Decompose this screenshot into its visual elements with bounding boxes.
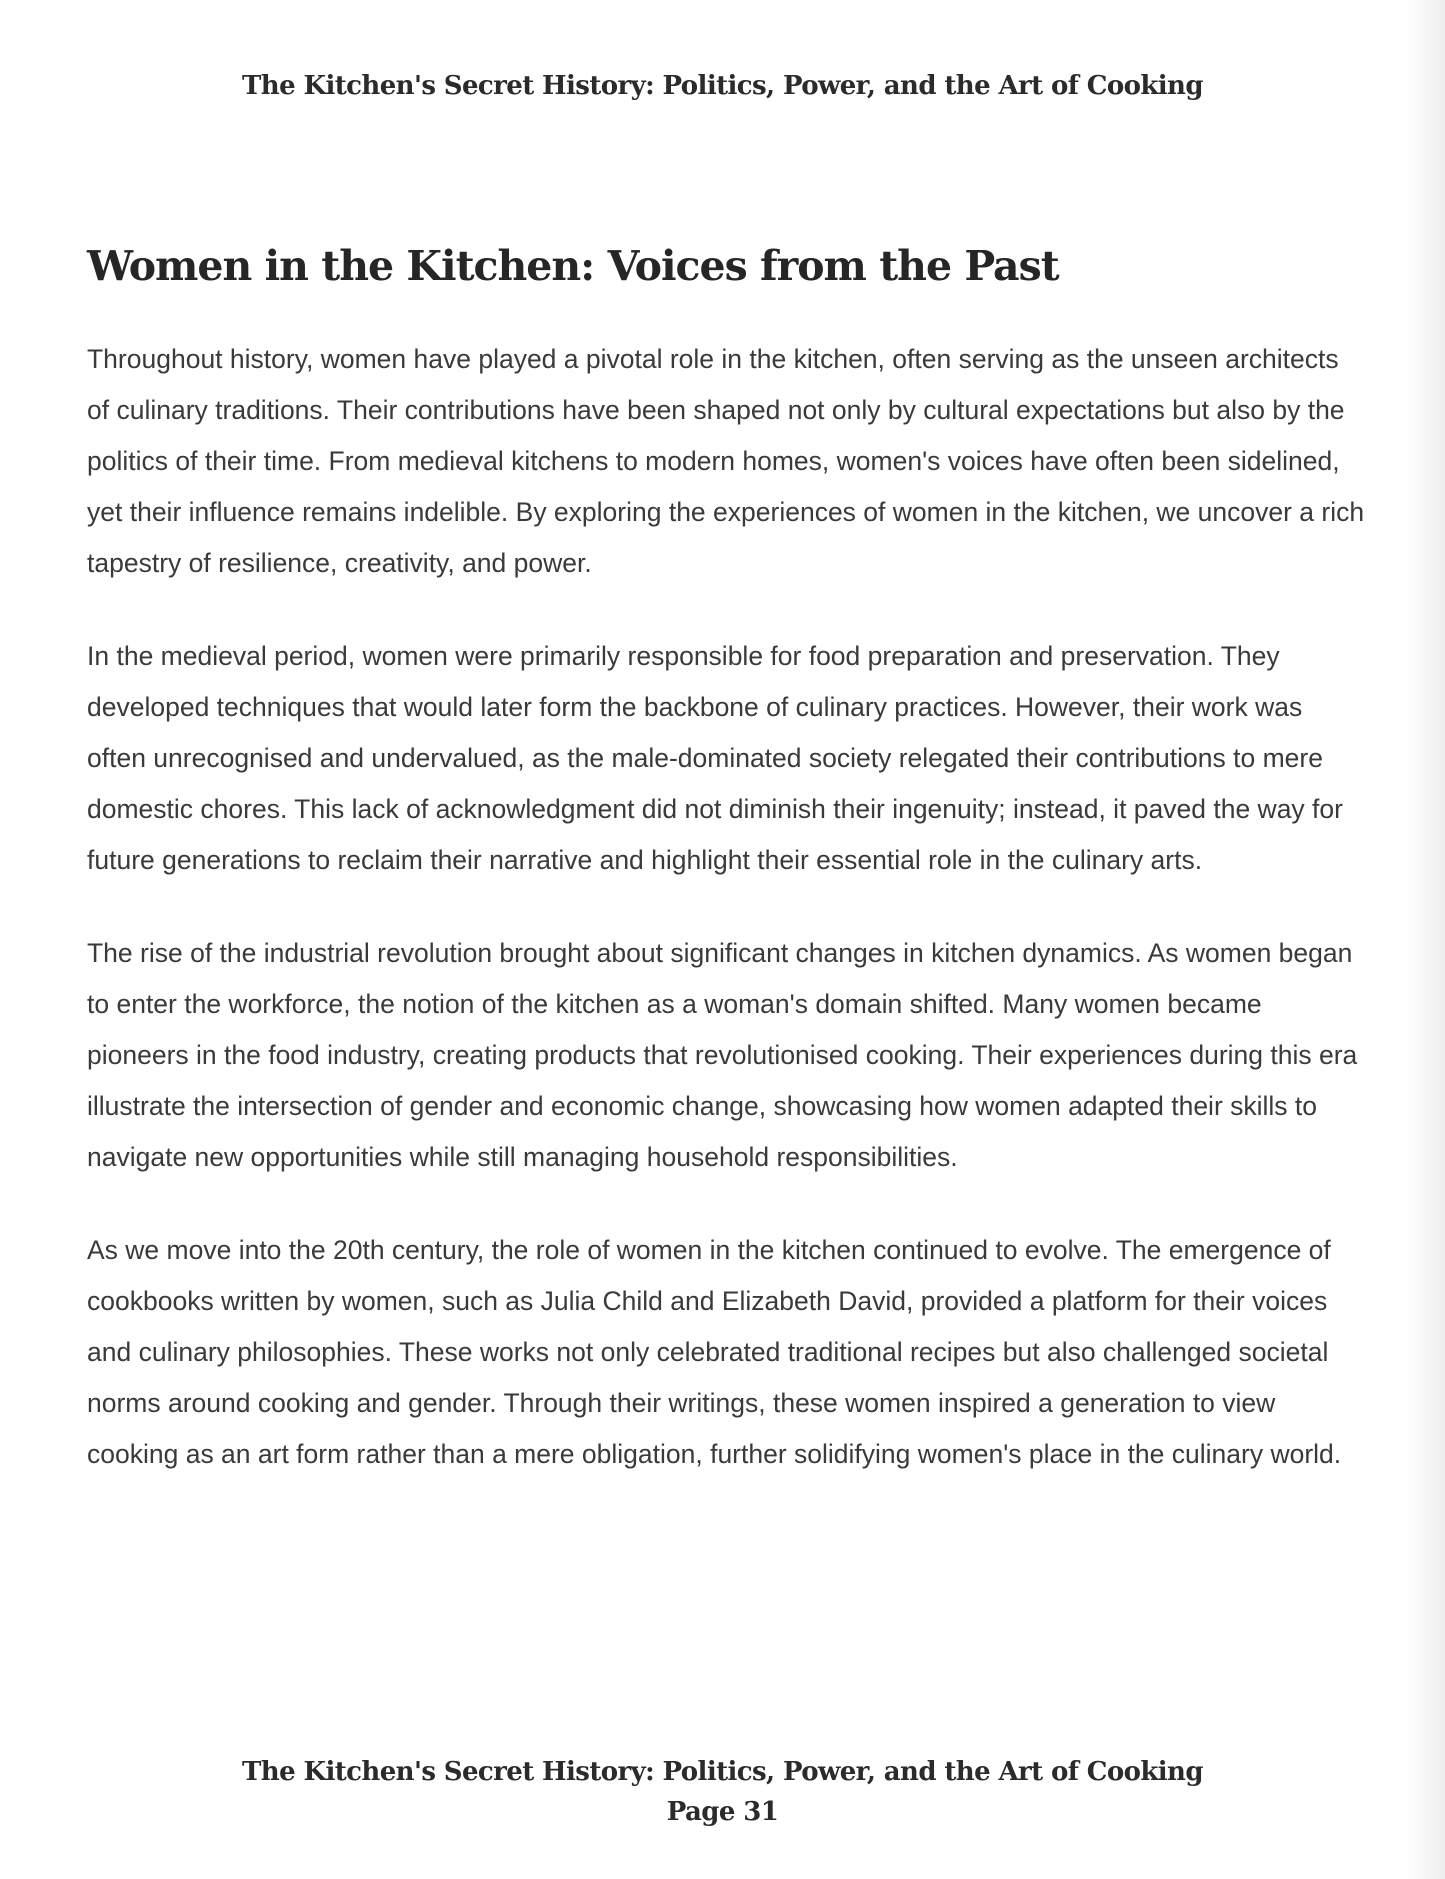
page-number: Page 31 — [666, 1797, 779, 1827]
running-footer — [0, 1752, 1445, 1832]
chapter-content — [87, 236, 1367, 1522]
running-header: The Kitchen's Secret History: Politics, Power, and the Art of Cooking — [242, 71, 1203, 101]
body-paragraph: As we move into the 20th century, the role of women in the kitchen continued to evolve. The emergence of cookbooks written by women, such as Julia Child and Elizabeth David, provided a platform for their voices and culinary philosophies. These works not only celebrated traditional recipes but also challenged societal norms around cooking and gender. Through their writings, these women inspired a generation to view cooking as an art form rather than a mere obligation, further solidifying women's place in the culinary world. — [87, 1235, 1342, 1469]
body-paragraph: Throughout history, women have played a pivotal role in the kitchen, often serving as the unseen architects of culinary traditions. Their contributions have been shaped not only by cultural expectations but also by the politics of their time. From medieval kitchens to modern homes, women's voices have often been sidelined, yet their influence remains indelible. By exploring the experiences of women in the kitchen, we uncover a rich tapestry of resilience, creativity, and power. — [87, 344, 1365, 578]
chapter-title: Women in the Kitchen: Voices from the Past — [87, 242, 1059, 290]
page-edge-shadow — [1405, 0, 1445, 1879]
footer-book-title: The Kitchen's Secret History: Politics, Power, and the Art of Cooking — [242, 1757, 1203, 1787]
body-paragraph: In the medieval period, women were primarily responsible for food preparation and preservation. They developed techniques that would later form the backbone of culinary practices. However, their work was often unrecognised and undervalued, as the male-dominated society relegated their contributions to mere domestic chores. This lack of acknowledgment did not diminish their ingenuity; instead, it paved the way for future generations to reclaim their narrative and highlight their essential role in the culinary arts. — [87, 641, 1343, 875]
body-paragraph: The rise of the industrial revolution brought about significant changes in kitchen dynamics. As women began to enter the workforce, the notion of the kitchen as a woman's domain shifted. Many women became pioneers in the food industry, creating products that revolutionised cooking. Their experiences during this era illustrate the intersection of gender and economic change, showcasing how women adapted their skills to navigate new opportunities while still managing household responsibilities. — [87, 938, 1358, 1172]
